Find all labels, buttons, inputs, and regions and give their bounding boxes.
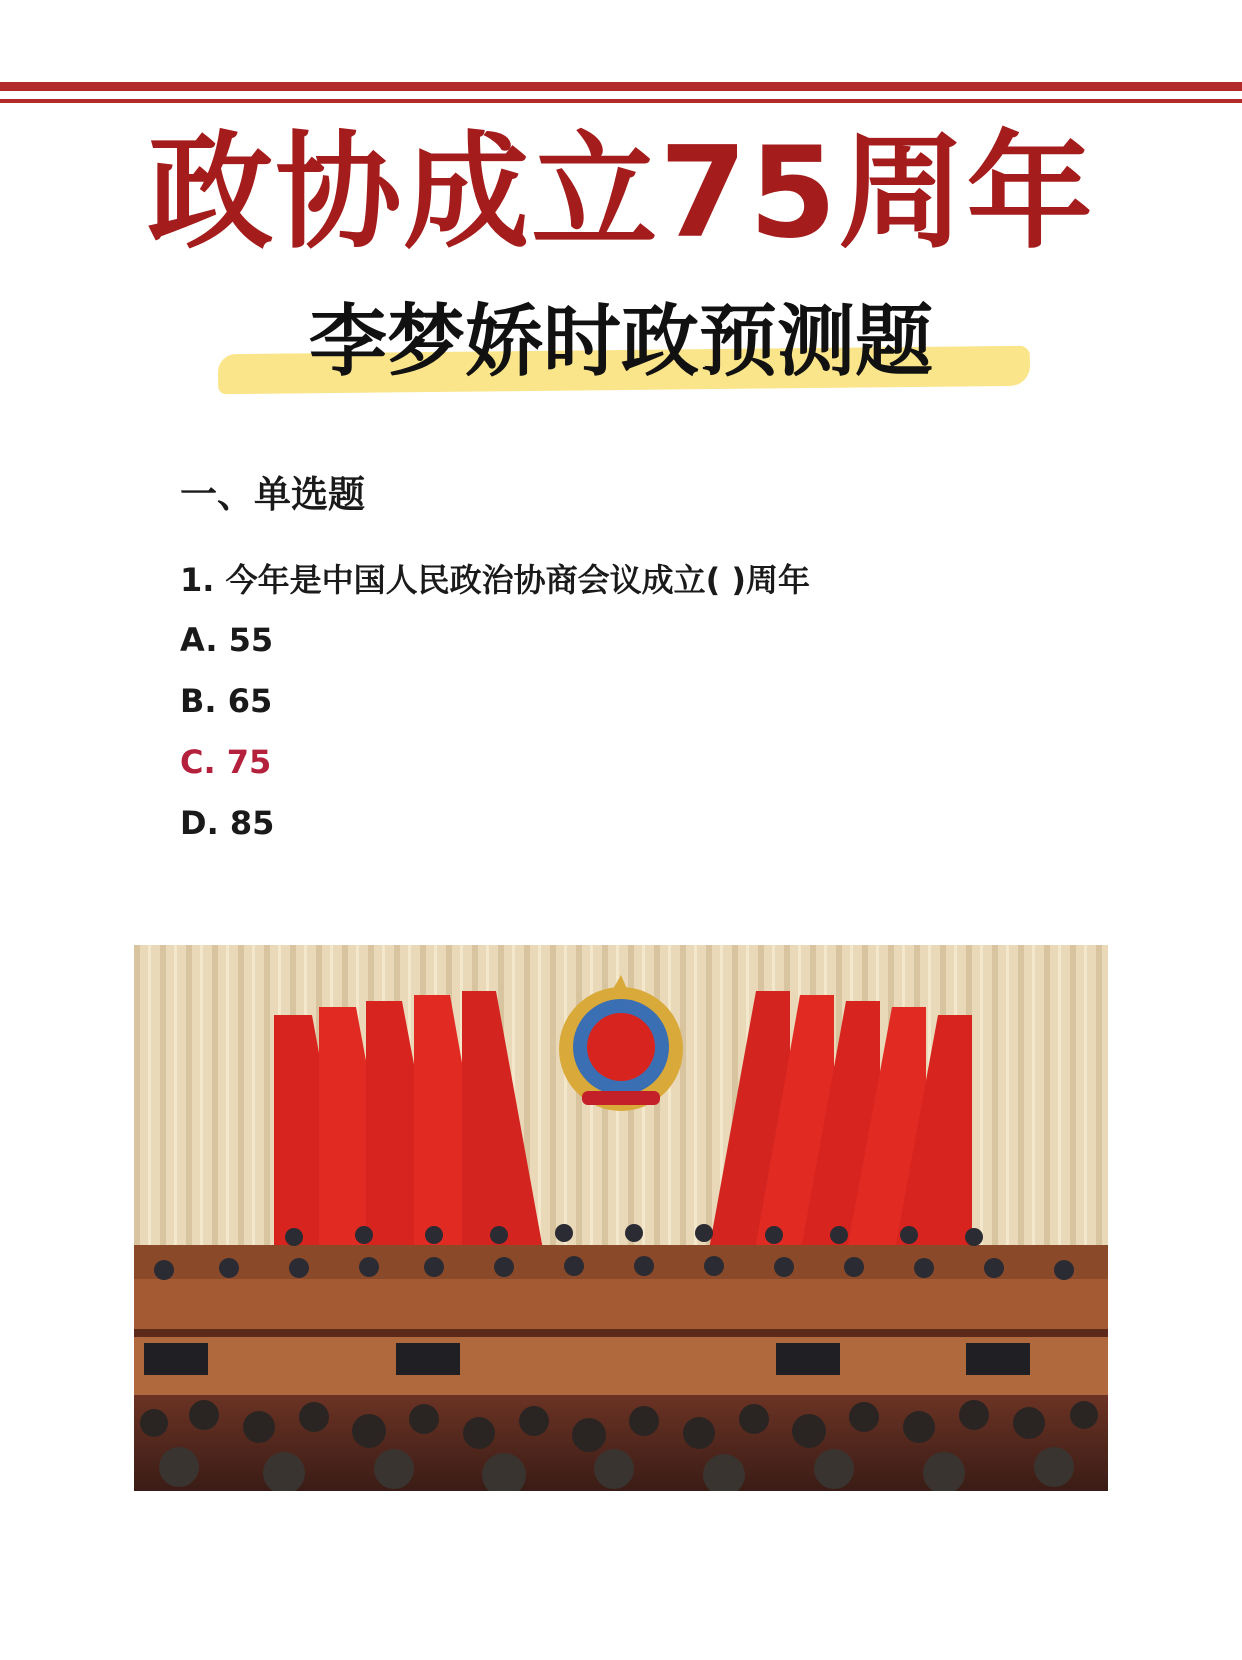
option-a: A. 55 [180,621,274,659]
option-list [180,617,274,861]
option-b: B. 65 [180,682,273,720]
option-c: C. 75 [180,743,272,781]
page-subtitle: 李梦娇时政预测题 [308,296,933,387]
question-text: 1. 今年是中国人民政治协商会议成立( )周年 [180,561,810,599]
top-rule-thick [0,82,1242,91]
option-d: D. 85 [180,804,275,842]
top-rule-thin [0,99,1242,103]
conference-hall-photo [134,945,1108,1491]
page-title: 政协成立75周年 [147,119,1095,266]
section-heading: 一、单选题 [180,473,365,516]
